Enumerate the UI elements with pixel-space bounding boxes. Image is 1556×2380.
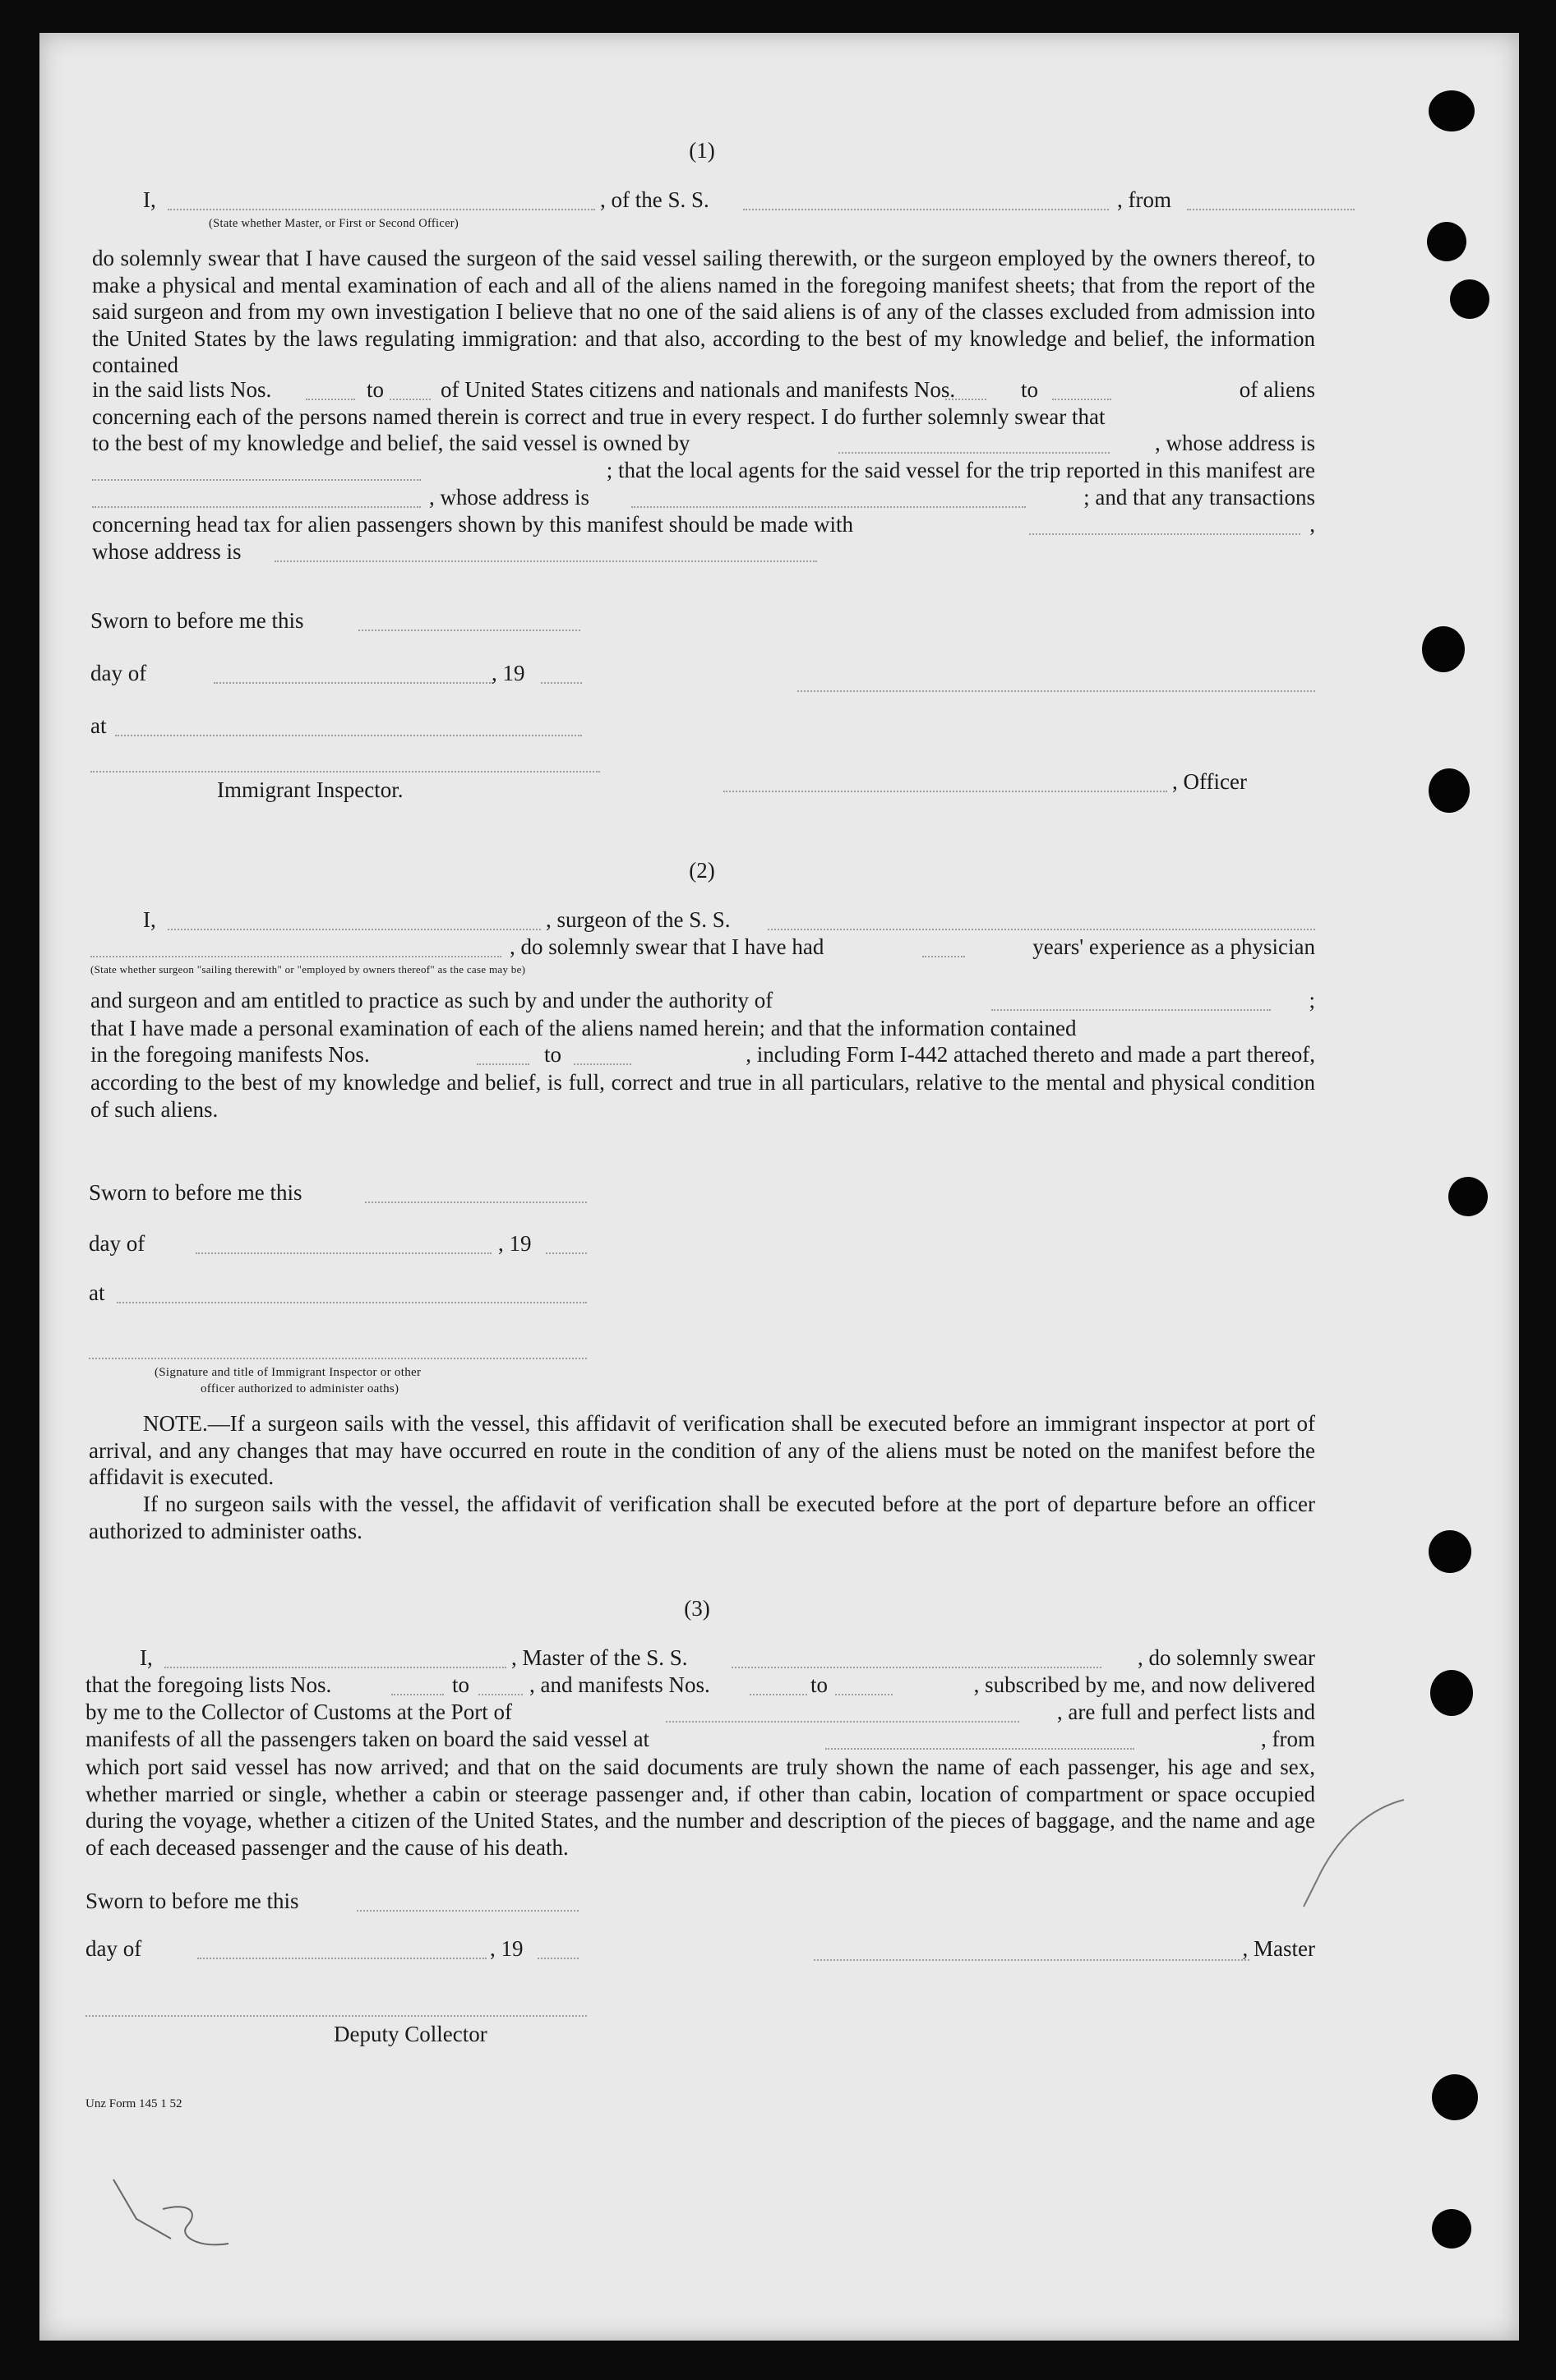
inspector-title: Immigrant Inspector. xyxy=(217,777,404,802)
deputy-collector-title: Deputy Collector xyxy=(334,2022,487,2046)
of-ss-label: , of the S. S. xyxy=(600,187,709,212)
examination-text: that I have made a personal examination of each of the aliens named herein; and that the information contained xyxy=(90,1016,1077,1040)
i-label: I, xyxy=(143,187,156,212)
section-2-closing-text: according to the best of my knowledge and belief, is full, correct and true in all particulars, relative to the mental and physical condition of such aliens. xyxy=(90,1070,1315,1122)
section-1-oath-text: do solemnly swear that I have caused the surgeon of the said vessel sailing therewith, or the surgeon employed by the owners thereof, to make a physical and mental examination of each and all of the aliens named in the foregoing manifest sheets; that from the report of the said surgeon and from my own investigation I believe that no one of the said aliens is of any of the classes excluded from admission into the United States by the laws regulating immigration: and that also, according to the best of my knowledge and belief, the information contained xyxy=(92,246,1315,377)
from-label: , from xyxy=(1117,187,1171,212)
form-sheet: (1) I, , of the S. S. , from (State whether Master, or First or Second Officer) do solemnly swear that I have caused the surgeon of the said vessel sailing therewith, or the surgeon employed by the owners thereof, to make a physical and mental examination of each and all of the aliens named in the foregoing manifest sheets; that from the report of the said surgeon and from my own investigation I believe that no one of the said aliens is of any of the classes excluded from admission into the United States by the laws regulating immigration: and that also, according to the best of my knowledge and belief, the information contained in the said lists Nos. to of United States citizens and nationals and manifests Nos. to of aliens concerning each of the persons named therein is correct and true in every respect. I do further solemnly swear that to the best of my knowledge and belief, the said vessel is owned by , whose address is ; that the local agents for the said vessel for the trip reported in this manifest are , whose address is ; and that any transactions concerning head tax for alien passengers shown by this manifest should be made with , whose address is Sworn to before me this day of , 19 at Immigrant Inspector. , Officer (2) I, , surgeon of the S. S. , do solemnly swear that I have had years' experience as a physician (State whether surgeon "sailing therewith" or "employed by owners thereof" as the case may be) and surgeon and am entitled to practice as such by and under the authority of ; that I have made a personal examination of each of the aliens named herein; and that the information contained in the foregoing manifests Nos. to , including Form I-442 attached thereto and made a part thereof, according to the best of my knowledge and belief, is full, correct and true in all particulars, relative to the mental and physical condition of such aliens. Sworn to before me this day of , 19 at (Signature and title of Immigrant Inspector or other officer authorized to administer oaths) NOTE.—If a surgeon sails with the vessel, this affidavit of verification shall be executed before an immigrant inspector at port of arrival, and any changes that may have occurred en route in the condition of any of the aliens must be noted on the manifest before the affidavit is executed. If no surgeon sails with the vessel, the affidavit of verification shall be executed before at the port of departure before an officer authorized to administer oaths. (3) I, , Master of the S. S. , do solemnly swear that the foregoing lists Nos. to , and manifests Nos. to , subscribed by me, and now delivered by me to the Collector of Customs at the Port of , are full and perfect lists and manifests of all the passengers taken on board the said vessel at , from which port said vessel has now arrived; and that on the said documents are truly shown the name of each passenger, his age and sex, whether married or single, whether a cabin or steerage passenger and, if other than cabin, location of compartment or space occupied during the voyage, whether a citizen of the United States, and the number and description of the pieces of baggage, and the name and age of each deceased passenger and the cause of his death. Sworn to before me this day of , 19 , Master Deputy Collector Unz Form 145 1 52 xyxy=(39,33,1519,2341)
section-1-oath-text-2: concerning each of the persons named therein is correct and true in every respect. I do further solemnly swear that xyxy=(92,404,1106,429)
form-identifier: Unz Form 145 1 52 xyxy=(85,2097,182,2110)
signature-hint-1: (Signature and title of Immigrant Inspector or other xyxy=(155,1366,422,1379)
signature-hint-2: officer authorized to administer oaths) xyxy=(201,1382,399,1395)
officer-label: , Officer xyxy=(1172,769,1247,794)
section-3-number: (3) xyxy=(684,1596,710,1621)
section-1-number: (1) xyxy=(689,138,715,163)
note-paragraph-1: NOTE.—If a surgeon sails with the vessel, this affidavit of verification shall be executed before an immigrant inspector at port of arrival, and any changes that may have occurred en route in the condition of any of the aliens must be noted on the manifest before the affidavit is executed. xyxy=(89,1411,1315,1489)
surgeon-type-hint: (State whether surgeon "sailing therewith" or "employed by owners thereof" as the case may be) xyxy=(90,963,526,976)
handwritten-marks xyxy=(39,33,1519,2341)
section-3-body: which port said vessel has now arrived; and that on the said documents are truly shown the name of each passenger, his age and sex, whether married or single, whether a cabin or steerage passenger and, if other than cabin, location of compartment or space occupied during the voyage, whether a citizen of the United States, and the number and description of the pieces of baggage, and the name and age of each deceased passenger and the cause of his death. xyxy=(85,1755,1315,1860)
section-2-number: (2) xyxy=(689,858,715,883)
officer-rank-hint: (State whether Master, or First or Second Officer) xyxy=(209,217,459,230)
note-paragraph-2: If no surgeon sails with the vessel, the affidavit of verification shall be executed before at the port of departure before an officer authorized to administer oaths. xyxy=(89,1492,1315,1543)
